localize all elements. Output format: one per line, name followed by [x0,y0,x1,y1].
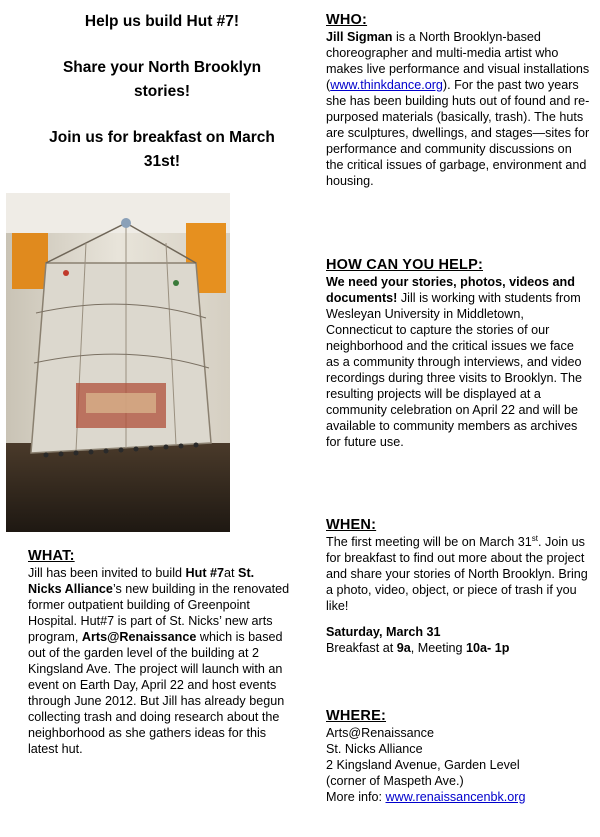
what-section [28,548,290,757]
where-line1: Arts@Renaissance [326,726,434,740]
headline-block [28,10,296,174]
where-heading: WHERE: [326,708,387,724]
who-text-1: is a North Brooklyn-based choreographer and multi-media artist who makes live performance and visual installations ( [326,30,590,92]
what-st-nicks-label: St. Nicks Alliance [28,566,255,596]
what-text-3: ’s new building in the renovated former outpatient building of Greenpoint Hospital. Hut#7 is part of St. Nicks’ new arts program, [28,582,290,644]
what-body [28,565,290,757]
where-section [326,708,590,805]
what-text-1: Jill has been invited to build [28,566,186,580]
when-meeting-time: 10a- 1p [466,641,510,655]
headline-line1: Help us build Hut #7! [84,13,240,30]
hut-photo-illustration [6,193,230,532]
what-text-2: at [224,566,239,580]
hut-photo [6,193,230,532]
help-callout: We need your stories, photos, videos and documents! [326,275,575,305]
when-date [326,624,590,640]
help-body [326,274,590,450]
who-heading: WHO: [326,12,368,28]
when-text-4: , Meeting [410,641,467,655]
where-line2: St. Nicks Alliance [326,742,423,756]
headline-line3: Join us for breakfast on March 31st! [49,129,275,170]
help-text: Jill is working with students from Wesleyan University in Middletown, Connecticut to capture the stories of our neighborhood and the critical issues we face as a community through interviews, and video recordings during three visits to Brooklyn. The resulting projects will be displayed at a community celebration on April 22 and will be available to community members as archives for future use. [326,291,582,449]
who-text-2: ). For the past two years she has been building huts out of found and re-purposed materials (basically, trash). The huts are sculptures, dwellings, and stages—sites for performance and community discussions on the critical issues of garbage, environment and housing. [326,78,590,188]
where-line3: 2 Kingsland Avenue, Garden Level [326,758,520,772]
when-sup: st [531,533,539,543]
when-body [326,534,590,614]
when-heading: WHEN: [326,517,377,533]
what-arts-label: Arts@Renaissance [81,630,197,644]
when-text-1: The first meeting will be on March 31 [326,535,532,549]
when-section [326,517,590,656]
who-body [326,29,590,189]
what-hut-label: Hut #7 [185,566,225,580]
what-heading: WHAT: [28,548,75,564]
help-heading: HOW CAN YOU HELP: [326,257,483,273]
what-text-4: which is based out of the garden level of the building at 2 Kingsland Ave. The project will launch with an event on Earth Day, April 22 and host events through June 2012. But Jill has already begun collecting trash and doing research about the neighborhood as she gathers ideas for this latest hut. [28,630,285,756]
where-more-label: More info: [326,790,386,804]
when-text-3: Breakfast at [326,641,397,655]
where-more-info [326,789,590,805]
when-breakfast-time: 9a [396,641,411,655]
when-text-2: . Join us for breakfast to find out more about the project and share your stories of North Brooklyn. Bring a photo, video, object, or piece of trash if you like! [326,535,588,613]
help-section [326,257,590,450]
who-section [326,12,590,189]
renaissance-link[interactable]: www.renaissancenbk.org [385,790,526,804]
thinkdance-link[interactable]: www.thinkdance.org [330,78,443,92]
where-line4: (corner of Maspeth Ave.) [326,774,464,788]
who-artist-name: Jill Sigman [326,30,393,44]
headline-line2: Share your North Brooklyn stories! [62,59,262,100]
when-date-label: Saturday, March 31 [326,625,441,639]
when-times [326,640,590,656]
